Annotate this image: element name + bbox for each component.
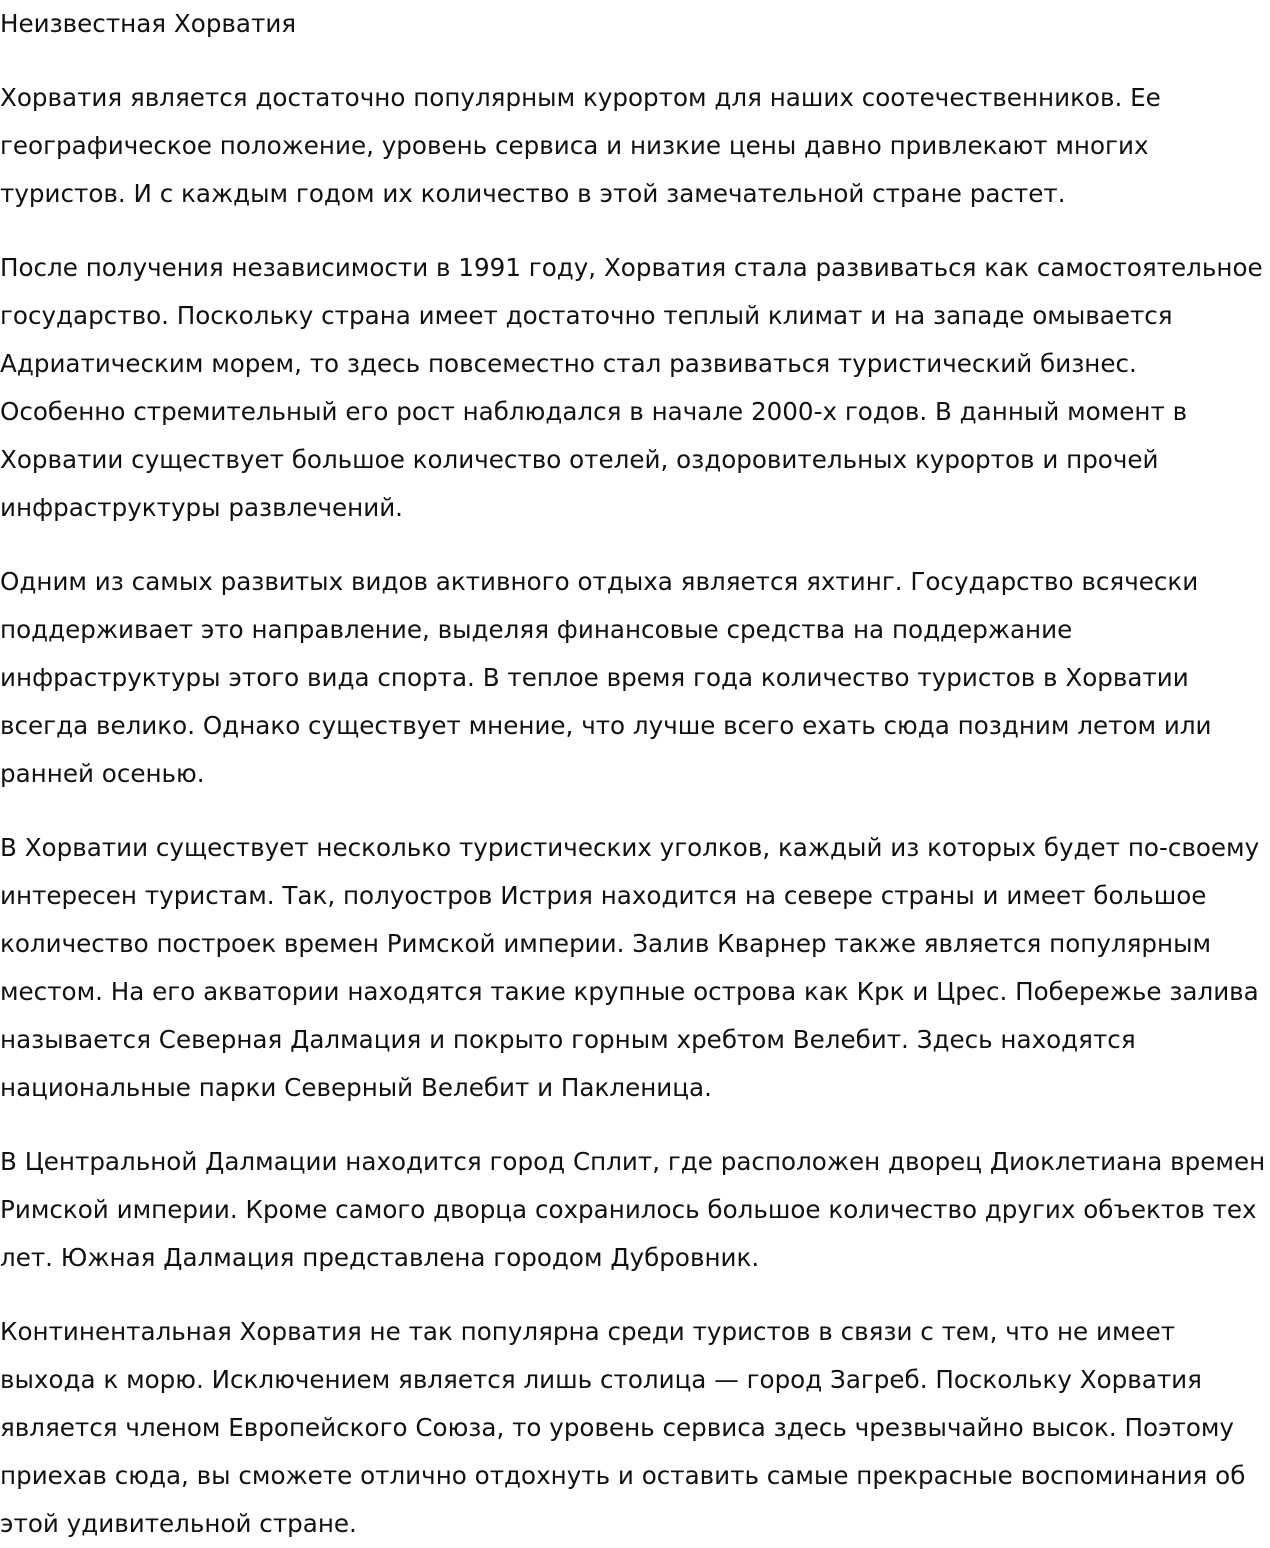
article-paragraph: После получения независимости в 1991 году, Хорватия стала развиваться как самостоятельное государство. Поскольку страна имеет достаточно теплый климат и на западе омывается Адриатическим морем, то здесь повсеместно стал развиваться туристический бизнес. Особенно стремительный его рост наблюдался в начале 2000-х годов. В данный момент в Хорватии существует большое количество отелей, оздоровительных курортов и прочей инфраструктуры развлечений.: [0, 253, 1263, 522]
article-title: Неизвестная Хорватия: [0, 9, 297, 38]
article-paragraph: В Хорватии существует несколько туристических уголков, каждый из которых будет по-своему интересен туристам. Так, полуостров Истрия находится на севере страны и имеет большое количество построек времен Римской империи. Залив Кварнер также является популярным местом. На его акватории находятся такие крупные острова как Крк и Црес. Побережье залива называется Северная Далмация и покрыто горным хребтом Велебит. Здесь находятся национальные парки Северный Велебит и Пакленица.: [0, 833, 1260, 1102]
article-paragraph: Одним из самых развитых видов активного отдыха является яхтинг. Государство всячески поддерживает это направление, выделяя финансовые средства на поддержание инфраструктуры этого вида спорта. В теплое время года количество туристов в Хорватии всегда велико. Однако существует мнение, что лучше всего ехать сюда поздним летом или ранней осенью.: [0, 567, 1212, 788]
article-paragraph: Хорватия является достаточно популярным курортом для наших соотечественников. Ее географическое положение, уровень сервиса и низкие цены давно привлекают многих туристов. И с каждым годом их количество в этой замечательной стране растет.: [0, 83, 1161, 208]
article-paragraph: Континентальная Хорватия не так популярна среди туристов в связи с тем, что не имеет выхода к морю. Исключением является лишь столица — город Загреб. Поскольку Хорватия является членом Европейского Союза, то уровень сервиса здесь чрезвычайно высок. Поэтому приехав сюда, вы сможете отлично отдохнуть и оставить самые прекрасные воспоминания об этой удивительной стране.: [0, 1317, 1246, 1538]
article-paragraph: В Центральной Далмации находится город Сплит, где расположен дворец Диоклетиана времен Римской империи. Кроме самого дворца сохранилось большое количество других объектов тех лет. Южная Далмация представлена городом Дубровник.: [0, 1147, 1266, 1272]
